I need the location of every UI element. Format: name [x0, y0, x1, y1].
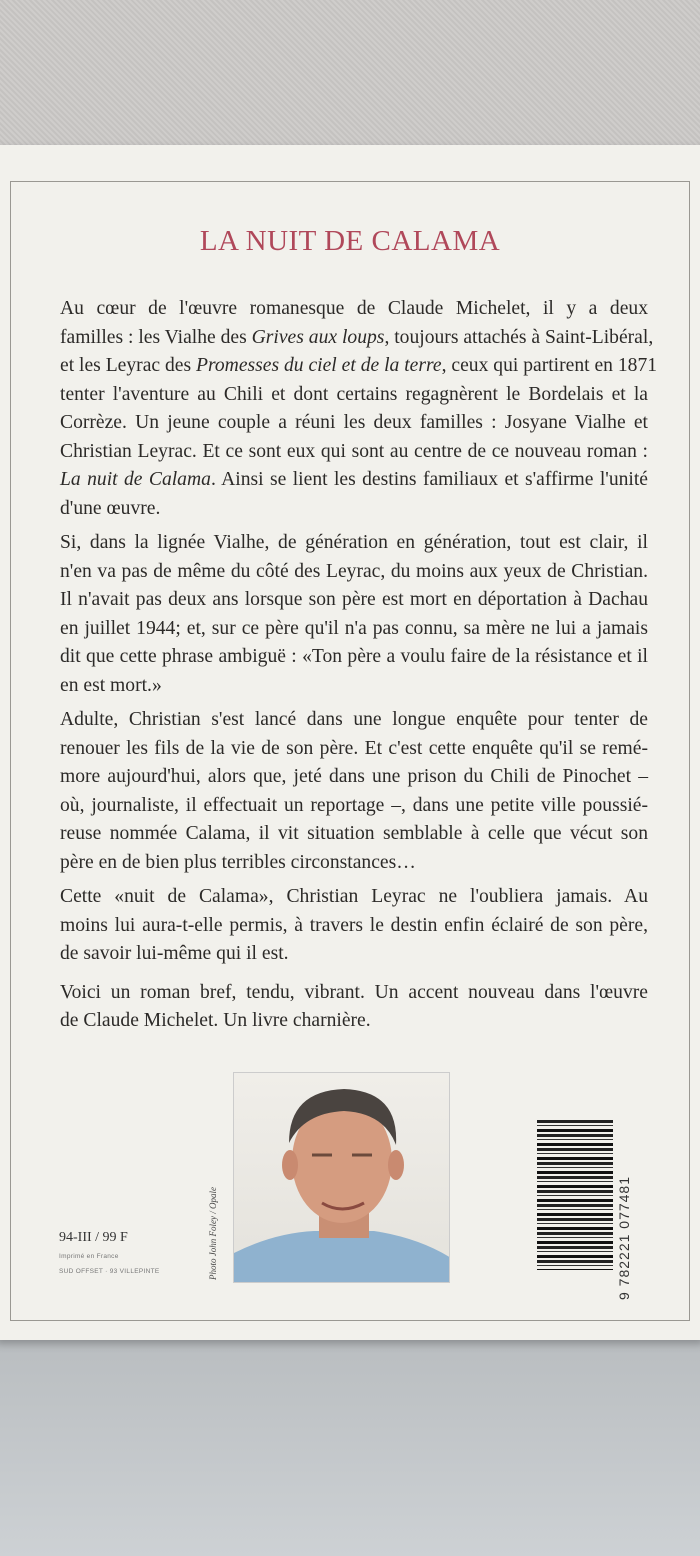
- text-line: [60, 792, 648, 821]
- text-line: [60, 979, 648, 1008]
- text-line: [60, 849, 648, 878]
- book-back-cover: [0, 145, 700, 1340]
- text-span: Cette «nuit de Calama», Christian Leyrac ne l'oubliera jamais. Au: [60, 886, 648, 907]
- text-span: n'en va pas de même du côté des Leyrac, du moins aux yeux de Christian.: [60, 560, 648, 582]
- text-span: Adulte, Christian s'est lancé dans une longue enquête pour tenter de: [60, 709, 648, 730]
- text-line: [60, 558, 648, 587]
- text-line: [60, 529, 648, 558]
- text-span: more aujourd'hui, alors que, jeté dans une prison du Chili de Pinochet –: [60, 766, 648, 787]
- text-span: Si, dans la lignée Vialhe, de génération en génération, tout est clair, il: [60, 532, 648, 553]
- text-span: tenter l'aventure au Chili et dont certains regagnèrent le Bordelais et la: [60, 383, 648, 405]
- text-line: [60, 672, 648, 701]
- text-line: [60, 409, 648, 438]
- barcode: [537, 1120, 613, 1270]
- text-line: [60, 883, 648, 912]
- text-span: et les Leyrac des: [60, 355, 196, 376]
- text-span: familles : les Vialhe des: [60, 326, 252, 348]
- text-span: . Ainsi se lient les destins familiaux et s'affirme l'unité: [210, 469, 648, 490]
- text-line: [60, 1007, 648, 1036]
- text-line: [60, 586, 648, 615]
- paragraph: [60, 529, 648, 700]
- text-span: en juillet 1944; et, sur ce père qu'il n'a pas connu, sa mère ne lui a jamais: [60, 617, 648, 639]
- text-span: où, journaliste, il effectuait un reportage –, dans une petite ville poussié-: [60, 794, 648, 816]
- text-span: Au cœur de l'œuvre romanesque de Claude Michelet, il y a deux: [60, 298, 648, 319]
- text-line: [60, 295, 648, 324]
- photo-credit: Photo John Foley / Opale: [208, 1187, 218, 1280]
- text-line: [60, 912, 648, 941]
- paragraph: [60, 295, 658, 523]
- paragraph: [60, 979, 648, 1036]
- printer-name: SUD OFFSET · 93 VILLEPINTE: [59, 1268, 160, 1275]
- text-span: Christian Leyrac. Et ce sont eux qui sont au centre de ce nouveau roman :: [60, 440, 648, 462]
- text-line: [60, 643, 648, 672]
- text-span: renouer les fils de la vie de son père. Et c'est cette enquête qu'il se remé-: [60, 737, 648, 759]
- text-line: [60, 763, 648, 792]
- blurb-text: [60, 295, 658, 1042]
- text-line: [60, 706, 648, 735]
- text-span: en est mort.»: [60, 674, 162, 696]
- text-line: [60, 820, 648, 849]
- text-line: [60, 381, 648, 410]
- text-line: [60, 940, 648, 969]
- italic-title: Grives aux loups: [251, 326, 385, 348]
- barcode-digits: 9 782221 077481: [616, 1176, 632, 1300]
- italic-title: La nuit de Calama: [60, 469, 211, 490]
- paragraph: [60, 706, 648, 877]
- price-code: 94-III / 99 F: [59, 1230, 128, 1245]
- italic-title: Promesses du ciel et de la terre: [196, 355, 442, 376]
- text-span: dit que cette phrase ambiguë : «Ton père a voulu faire de la résistance et il: [60, 646, 648, 667]
- text-span: Corrèze. Un jeune couple a réuni les deux familles : Josyane Vialhe et: [60, 412, 648, 433]
- text-span: de savoir lui-même qui il est.: [60, 943, 289, 964]
- text-span: de Claude Michelet. Un livre charnière.: [60, 1010, 371, 1031]
- text-line: [60, 466, 648, 495]
- text-line: [60, 438, 648, 467]
- text-span: , ceux qui partirent en 1871: [441, 355, 658, 376]
- text-span: père en de bien plus terribles circonstances…: [60, 851, 416, 873]
- book-title: LA NUIT DE CALAMA: [199, 225, 501, 257]
- text-line: [60, 324, 654, 353]
- printed-in: Imprimé en France: [59, 1253, 119, 1260]
- text-line: [60, 615, 648, 644]
- text-line: [60, 352, 658, 381]
- table-surface: [0, 1335, 700, 1556]
- text-span: Voici un roman bref, tendu, vibrant. Un accent nouveau dans l'œuvre: [60, 981, 648, 1003]
- fabric-background: [0, 0, 700, 150]
- text-span: , toujours attachés à Saint-Libéral,: [384, 326, 654, 348]
- author-photo: [233, 1072, 450, 1283]
- paragraph: [60, 883, 648, 969]
- text-span: Il n'avait pas deux ans lorsque son père est mort en déportation à Dachau: [60, 589, 648, 610]
- text-line: [60, 495, 648, 524]
- text-span: reuse nommée Calama, il vit situation semblable à celle que vécut son: [60, 823, 648, 844]
- text-line: [60, 735, 648, 764]
- text-span: d'une œuvre.: [60, 497, 161, 519]
- text-span: moins lui aura-t-elle permis, à travers le destin enfin éclairé de son père,: [60, 914, 648, 936]
